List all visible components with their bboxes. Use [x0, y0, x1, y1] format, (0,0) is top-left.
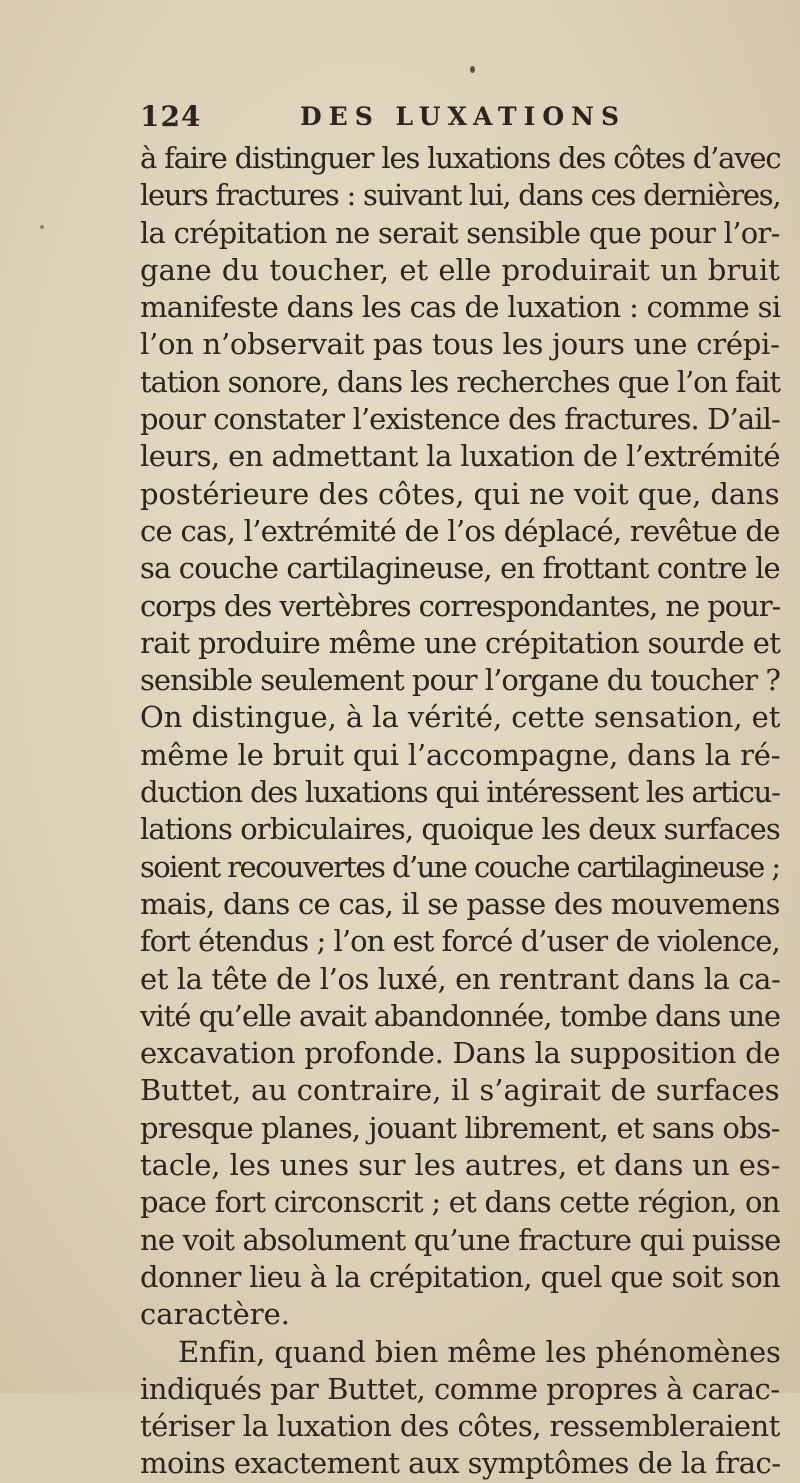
page-number: 124 — [140, 100, 202, 133]
text-line: à faire distinguer les luxations des côtes d’avec — [140, 141, 781, 175]
text-line: mais, dans ce cas, il se passe des mouvemens — [140, 886, 780, 921]
text-line: vité qu’elle avait abandonnée, tombe dans une — [140, 998, 781, 1033]
ink-speck — [40, 225, 44, 229]
text-line: duction des luxations qui intéressent les articu- — [140, 775, 780, 810]
text-line: excavation profonde. Dans la supposition de — [140, 1036, 781, 1071]
text-line: fort étendus ; l’on est forcé d’user de violence, — [140, 924, 780, 959]
text-line: sensible seulement pour l’organe du toucher ? — [140, 663, 780, 698]
text-line: la crépitation ne serait sensible que pour l’or- — [140, 215, 780, 250]
text-line: soient recouvertes d’une couche cartilagineuse ; — [140, 849, 780, 884]
page-header — [140, 100, 760, 140]
text-line: et la tête de l’os luxé, en rentrant dans la ca- — [140, 961, 781, 996]
text-line: lations orbiculaires, quoique les deux surfaces — [140, 812, 780, 847]
text-line: presque planes, jouant librement, et sans obs- — [140, 1110, 780, 1145]
text-line: corps des vertèbres correspondantes, ne pour- — [140, 588, 781, 623]
text-line: pour constater l’existence des fractures. D’ail- — [140, 402, 780, 437]
text-line: tériser la luxation des côtes, ressembleraient — [140, 1409, 780, 1444]
text-line: l’on n’observait pas tous les jours une crépi- — [140, 327, 780, 362]
text-line: gane du toucher, et elle produirait un bruit — [140, 252, 780, 287]
text-line: même le bruit qui l’accompagne, dans la ré- — [140, 737, 781, 772]
ink-speck — [470, 66, 475, 73]
text-line: tacle, les unes sur les autres, et dans un es- — [140, 1148, 781, 1183]
text-line: leurs, en admettant la luxation de l’extrémité — [140, 439, 780, 474]
text-line: On distingue, à la vérité, cette sensation, et — [140, 700, 781, 735]
body-text — [140, 140, 780, 1483]
running-title: DES LUXATIONS — [300, 102, 627, 131]
text-line: caractère. — [140, 1297, 290, 1332]
text-line: indiqués par Buttet, comme propres à carac- — [140, 1371, 780, 1406]
text-line: Buttet, au contraire, il s’agirait de surfaces — [140, 1073, 780, 1108]
text-line: sa couche cartilagineuse, en frottant contre le — [140, 551, 780, 586]
text-line: moins exactement aux symptômes de la frac- — [140, 1446, 781, 1481]
text-line: donner lieu à la crépitation, quel que soit son — [140, 1259, 781, 1294]
text-line: leurs fractures : suivant lui, dans ces dernières, — [140, 178, 781, 213]
text-line: tation sonore, dans les recherches que l’on fait — [140, 364, 780, 399]
text-line: rait produire même une crépitation sourde et — [140, 625, 781, 660]
text-line-paragraph-start: Enfin, quand bien même les phénomènes — [178, 1334, 781, 1369]
text-line: postérieure des côtes, qui ne voit que, dans — [140, 476, 780, 511]
text-line: pace fort circonscrit ; et dans cette région, on — [140, 1185, 780, 1220]
text-line: manifeste dans les cas de luxation : comme si — [140, 290, 781, 325]
text-line: ne voit absolument qu’une fracture qui puisse — [140, 1222, 781, 1257]
text-line: ce cas, l’extrémité de l’os déplacé, revêtue de — [140, 513, 780, 548]
